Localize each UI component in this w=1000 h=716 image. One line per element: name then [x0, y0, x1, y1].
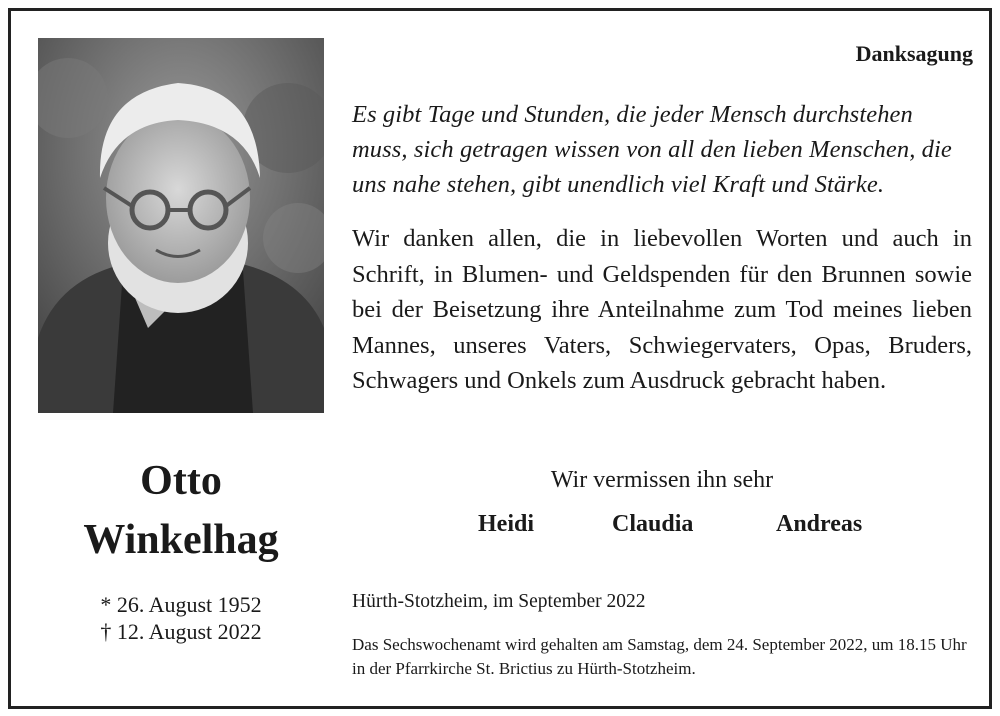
closing-line: Wir vermissen ihn sehr	[550, 467, 774, 493]
life-dates	[38, 591, 324, 645]
death-date: † 12. August 2022	[100, 619, 262, 644]
portrait-photo	[38, 38, 324, 413]
heading-danksagung: Danksagung	[855, 41, 973, 66]
family-member-claudia: Claudia	[612, 511, 694, 537]
family-member-andreas: Andreas	[776, 511, 863, 537]
service-note: Das Sechswochenamt wird gehalten am Samstag, dem 24. September 2022, um 18.15 Uhr in der Pfarrkirche St. Brictius zu Hürth-Stotzheim.	[352, 635, 967, 678]
thanks-text: Wir danken allen, die in liebevollen Worten und auch in Schrift, in Blumen- und Geldspenden für den Brunnen sowie bei der Beisetzung ihre Anteilnahme zum Tod meines lieben Mannes, unseres Vaters, Schwiegervaters, Opas, Bruders, Schwagers und Onkels zum Ausdruck gebracht haben.	[352, 225, 972, 394]
obituary-frame	[8, 8, 992, 709]
deceased-last-name: Winkelhag	[83, 517, 279, 563]
place-date: Hürth-Stotzheim, im September 2022	[352, 591, 646, 612]
deceased-first-name: Otto	[140, 458, 222, 504]
family-member-heidi: Heidi	[478, 511, 535, 537]
quote-text: Es gibt Tage und Stunden, die jeder Mensch durchstehen muss, sich getragen wissen von all den lieben Menschen, die uns nahe stehen, gibt unendlich viel Kraft und Stärke.	[352, 101, 952, 198]
birth-date: * 26. August 1952	[100, 592, 262, 617]
